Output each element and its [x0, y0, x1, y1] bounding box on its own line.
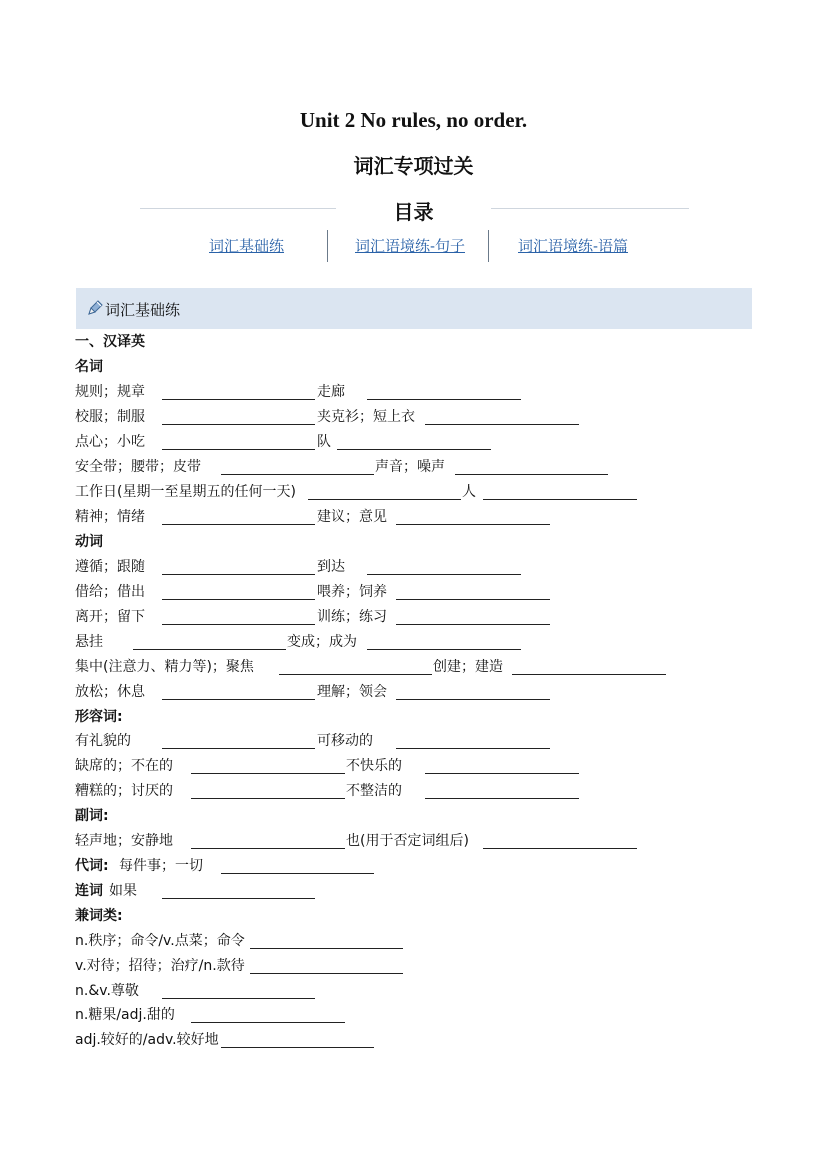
answer-blank[interactable] — [191, 848, 345, 849]
item-label: 理解；领会 — [317, 684, 387, 700]
answer-blank[interactable] — [483, 499, 637, 500]
item-label: 糟糕的；讨厌的 — [75, 783, 173, 799]
toc-separator — [327, 230, 328, 262]
item-label: 借给；借出 — [75, 584, 145, 600]
toc-separator — [488, 230, 489, 262]
answer-blank[interactable] — [396, 524, 550, 525]
verbs-heading: 动词 — [75, 534, 103, 550]
answer-blank[interactable] — [279, 674, 432, 675]
answer-blank[interactable] — [483, 848, 637, 849]
answer-blank[interactable] — [250, 948, 403, 949]
answer-blank[interactable] — [367, 649, 521, 650]
item-label: 规则；规章 — [75, 384, 145, 400]
item-label: 放松；休息 — [75, 684, 145, 700]
conjunction-heading: 连词 — [75, 883, 103, 899]
answer-blank[interactable] — [396, 748, 550, 749]
item-label: 校服；制服 — [75, 409, 145, 425]
answer-blank[interactable] — [367, 399, 521, 400]
answer-blank[interactable] — [221, 474, 374, 475]
answer-blank[interactable] — [162, 449, 315, 450]
item-label: 声音；噪声 — [375, 459, 445, 475]
item-label: 也(用于否定词组后) — [346, 833, 469, 849]
answer-blank[interactable] — [455, 474, 608, 475]
answer-blank[interactable] — [221, 873, 374, 874]
answer-blank[interactable] — [162, 748, 315, 749]
toc-title: 目录 — [393, 200, 434, 224]
answer-blank[interactable] — [337, 449, 491, 450]
answer-blank[interactable] — [162, 998, 315, 999]
item-label: 如果 — [109, 883, 137, 899]
item-label: 工作日(星期一至星期五的任何一天) — [75, 484, 296, 500]
answer-blank[interactable] — [191, 798, 345, 799]
answer-blank[interactable] — [133, 649, 286, 650]
section-header — [76, 288, 752, 329]
item-label: n.糖果/adj.甜的 — [75, 1007, 175, 1023]
item-label: 队 — [317, 434, 331, 450]
toc-link-vocab-basic[interactable]: 词汇基础练 — [209, 238, 285, 255]
item-label: 缺席的；不在的 — [75, 758, 173, 774]
item-label: 到达 — [317, 559, 345, 575]
item-label: 人 — [462, 484, 476, 500]
item-label: 离开；留下 — [75, 609, 145, 625]
item-label: 集中(注意力、精力等)；聚焦 — [75, 659, 254, 675]
exercise-heading: 一、汉译英 — [75, 334, 145, 350]
answer-blank[interactable] — [512, 674, 666, 675]
item-label: 精神；情绪 — [75, 509, 145, 525]
item-label: 遵循；跟随 — [75, 559, 145, 575]
answer-blank[interactable] — [396, 599, 550, 600]
answer-blank[interactable] — [396, 624, 550, 625]
item-label: adj.较好的/adv.较好地 — [75, 1032, 219, 1048]
item-label: n.&v.尊敬 — [75, 983, 139, 999]
item-label: 变成；成为 — [287, 634, 357, 650]
answer-blank[interactable] — [162, 599, 315, 600]
multi-category-heading: 兼词类: — [75, 908, 123, 924]
answer-blank[interactable] — [425, 773, 579, 774]
item-label: 喂养；饲养 — [317, 584, 387, 600]
item-label: 轻声地；安静地 — [75, 833, 173, 849]
toc-divider-right — [491, 208, 689, 209]
answer-blank[interactable] — [162, 524, 315, 525]
item-label: 建议；意见 — [317, 509, 387, 525]
answer-blank[interactable] — [162, 624, 315, 625]
pencil-icon — [86, 299, 104, 322]
answer-blank[interactable] — [250, 973, 403, 974]
item-label: 每件事；一切 — [119, 858, 203, 874]
toc-link-vocab-context-passage[interactable]: 词汇语境练-语篇 — [518, 238, 628, 255]
adjectives-heading: 形容词: — [75, 709, 123, 725]
nouns-heading: 名词 — [75, 359, 103, 375]
item-label: 走廊 — [317, 384, 345, 400]
item-label: 不整洁的 — [346, 783, 402, 799]
toc-link-vocab-context-sentence[interactable]: 词汇语境练-句子 — [355, 238, 465, 255]
item-label: 悬挂 — [75, 634, 103, 650]
answer-blank[interactable] — [191, 1022, 345, 1023]
item-label: 夹克衫；短上衣 — [317, 409, 415, 425]
answer-blank[interactable] — [162, 399, 315, 400]
answer-blank[interactable] — [162, 574, 315, 575]
answer-blank[interactable] — [221, 1047, 374, 1048]
item-label: v.对待；招待；治疗/n.款待 — [75, 958, 245, 974]
answer-blank[interactable] — [191, 773, 345, 774]
item-label: 不快乐的 — [346, 758, 402, 774]
adverbs-heading: 副词: — [75, 808, 109, 824]
answer-blank[interactable] — [425, 798, 579, 799]
item-label: 创建；建造 — [433, 659, 503, 675]
section-label: 词汇基础练 — [105, 302, 181, 319]
item-label: 训练；练习 — [317, 609, 387, 625]
item-label: 点心；小吃 — [75, 434, 145, 450]
item-label: n.秩序；命令/v.点菜；命令 — [75, 933, 245, 949]
answer-blank[interactable] — [162, 898, 315, 899]
answer-blank[interactable] — [162, 699, 315, 700]
answer-blank[interactable] — [396, 699, 550, 700]
item-label: 安全带；腰带；皮带 — [75, 459, 201, 475]
pronoun-heading: 代词: — [75, 858, 109, 874]
answer-blank[interactable] — [425, 424, 579, 425]
document-subtitle: 词汇专项过关 — [353, 154, 474, 178]
answer-blank[interactable] — [367, 574, 521, 575]
document-title: Unit 2 No rules, no order. — [299, 108, 528, 132]
answer-blank[interactable] — [308, 499, 461, 500]
answer-blank[interactable] — [162, 424, 315, 425]
item-label: 可移动的 — [317, 733, 373, 749]
item-label: 有礼貌的 — [75, 733, 131, 749]
